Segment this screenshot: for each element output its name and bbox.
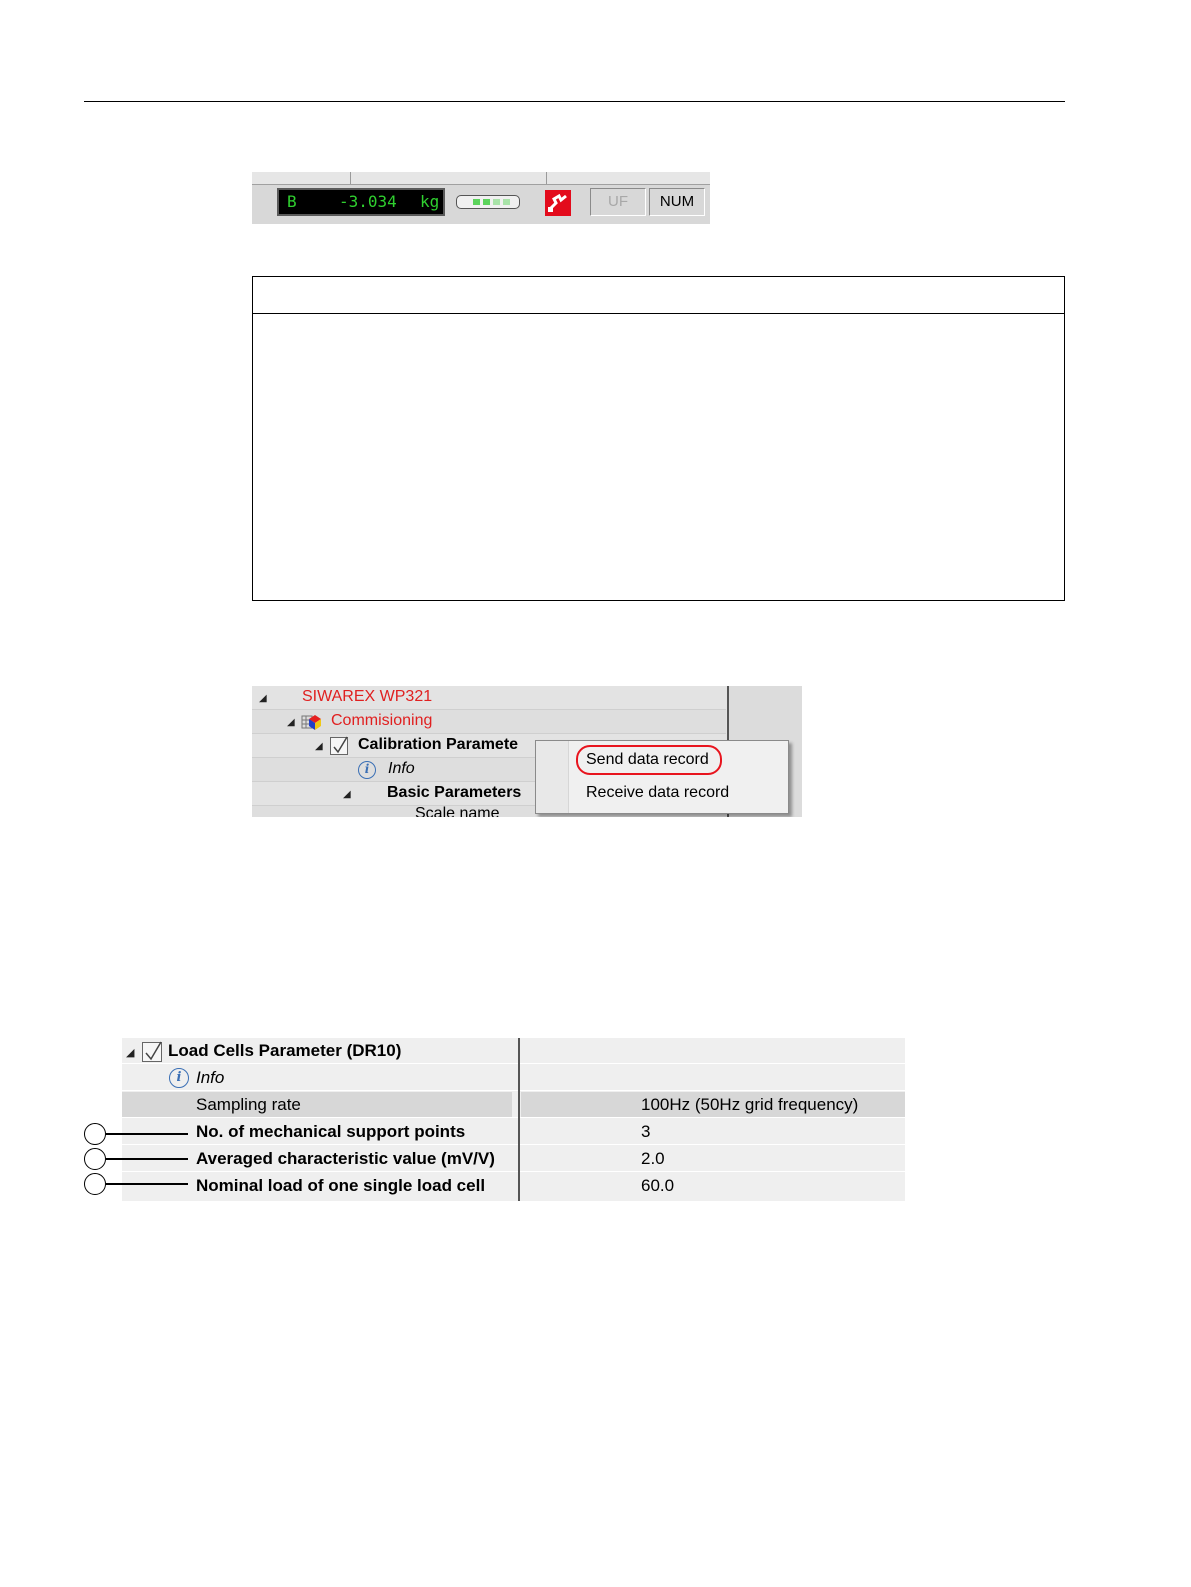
param-value-characteristic-value: 2.0 xyxy=(641,1149,665,1168)
expand-triangle-icon[interactable]: ◢ xyxy=(126,1047,135,1059)
param-label-support-points: No. of mechanical support points xyxy=(196,1122,466,1141)
label-cell xyxy=(122,1092,512,1118)
info-label: Info xyxy=(196,1068,225,1087)
param-value-sampling-rate: 100Hz (50Hz grid frequency) xyxy=(641,1095,859,1114)
framed-box-header-line xyxy=(253,313,1064,314)
commissioning-icon xyxy=(301,712,323,732)
load-cells-table xyxy=(122,1038,905,1201)
expand-triangle-icon[interactable]: ◢ xyxy=(259,693,267,704)
context-menu xyxy=(535,740,789,814)
tree-label-commissioning: Commisioning xyxy=(331,712,433,729)
label-cell xyxy=(122,1119,512,1145)
tree-label-calibration: Calibration Paramete xyxy=(358,736,519,753)
fault-icon[interactable] xyxy=(545,190,571,216)
table-row-info[interactable] xyxy=(122,1065,905,1091)
framed-box xyxy=(252,276,1065,601)
status-bar-top-band xyxy=(252,172,710,185)
num-indicator: NUM xyxy=(649,188,705,216)
weight-mode: B xyxy=(287,192,297,211)
tree-label-device: SIWAREX WP321 xyxy=(302,688,433,705)
tree-row-commissioning[interactable] xyxy=(252,710,726,734)
tree-label-scale-name: Scale name xyxy=(415,805,500,817)
value-cell[interactable] xyxy=(521,1146,905,1172)
param-value-support-points: 3 xyxy=(641,1122,651,1141)
callout-circle xyxy=(84,1123,106,1145)
param-value-nominal-load: 60.0 xyxy=(641,1176,675,1195)
status-bar xyxy=(252,172,710,224)
checkbox-icon[interactable] xyxy=(330,737,348,755)
context-menu-gutter xyxy=(536,741,569,813)
signal-level-bar xyxy=(456,195,520,209)
info-icon: i xyxy=(358,761,376,779)
table-title: Load Cells Parameter (DR10) xyxy=(168,1041,402,1060)
menu-item-send-data-record[interactable]: Send data record xyxy=(586,751,709,768)
label-cell xyxy=(122,1173,512,1199)
table-column-divider xyxy=(518,1038,520,1201)
expand-triangle-icon[interactable]: ◢ xyxy=(315,741,323,752)
table-row[interactable] xyxy=(122,1092,905,1118)
menu-item-receive-data-record[interactable]: Receive data record xyxy=(586,784,730,801)
table-row[interactable] xyxy=(122,1173,905,1199)
value-cell[interactable] xyxy=(521,1173,905,1199)
param-label-characteristic-value: Averaged characteristic value (mV/V) xyxy=(196,1149,495,1168)
param-label-nominal-load: Nominal load of one single load cell xyxy=(196,1176,486,1195)
weight-display xyxy=(277,188,445,216)
tree-row-device[interactable] xyxy=(252,686,726,710)
checkbox-icon[interactable] xyxy=(142,1042,162,1062)
expand-triangle-icon[interactable]: ◢ xyxy=(287,717,295,728)
table-row[interactable] xyxy=(122,1146,905,1172)
weight-unit: kg xyxy=(420,192,440,211)
callout-line xyxy=(106,1158,188,1160)
value-cell[interactable] xyxy=(521,1092,905,1118)
callout-circle xyxy=(84,1173,106,1195)
uf-indicator: UF xyxy=(590,188,646,216)
weight-value: -3.034 xyxy=(339,192,397,211)
callout-circle xyxy=(84,1148,106,1170)
tree-label-info: Info xyxy=(388,760,415,777)
tree-label-basic-parameters: Basic Parameters xyxy=(387,784,522,801)
table-row-title[interactable] xyxy=(122,1038,905,1064)
expand-triangle-icon[interactable]: ◢ xyxy=(343,789,351,800)
info-icon: i xyxy=(169,1068,189,1088)
title-cell xyxy=(122,1038,512,1064)
table-row[interactable] xyxy=(122,1119,905,1145)
parameter-tree xyxy=(252,686,802,817)
callout-line xyxy=(106,1133,188,1135)
info-cell xyxy=(122,1065,512,1091)
callout-line xyxy=(106,1183,188,1185)
param-label-sampling-rate: Sampling rate xyxy=(196,1095,301,1114)
header-rule xyxy=(84,101,1065,102)
value-cell[interactable] xyxy=(521,1119,905,1145)
